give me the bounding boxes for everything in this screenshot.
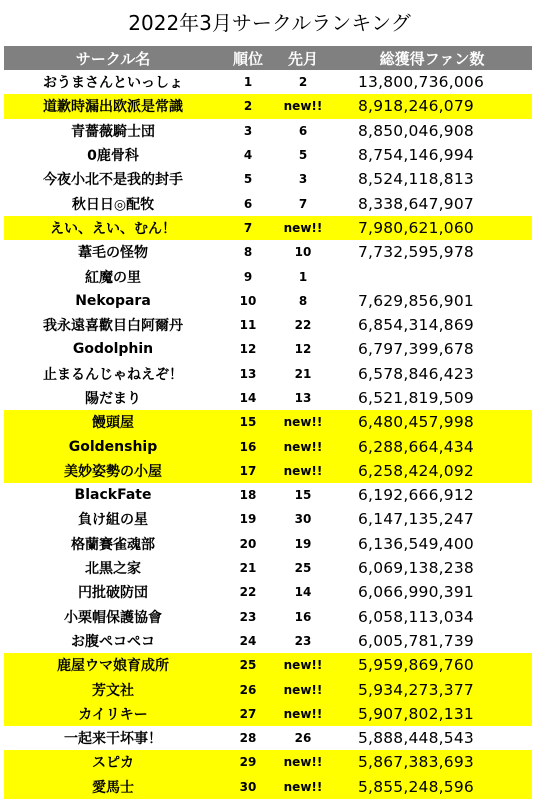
previous-month-cell: 1 [298, 269, 308, 284]
table-row [4, 556, 532, 580]
rank-cell: 14 [239, 391, 257, 405]
rank-cell: 3 [243, 123, 253, 138]
rank-cell: 26 [222, 677, 274, 701]
previous-month-cell: 13 [294, 391, 312, 405]
table-row [4, 677, 532, 701]
total-fans-cell: 6,578,846,423 [358, 364, 474, 383]
table-row [4, 629, 532, 653]
rank-cell: 7 [222, 216, 274, 240]
previous-month-cell: new!! [274, 677, 332, 701]
rank-cell: 5 [243, 172, 253, 187]
total-fans-cell: 6,066,990,391 [358, 583, 474, 602]
circle-name-cell: 止まるんじゃねえぞ！ [43, 366, 183, 383]
total-fans-cell: 5,959,869,760 [332, 653, 532, 677]
circle-name-cell: 芳文社 [4, 677, 222, 701]
circle-name-cell: 青薔薇騎士団 [71, 123, 155, 140]
rank-cell: 25 [222, 653, 274, 677]
previous-month-cell: 6 [298, 123, 308, 138]
table-row [4, 386, 532, 410]
previous-month-cell: 10 [294, 245, 312, 260]
previous-month-cell: 21 [294, 366, 312, 381]
table-row [4, 702, 532, 726]
total-fans-cell: 6,797,399,678 [358, 340, 474, 359]
previous-month-cell: 12 [294, 342, 312, 357]
previous-month-cell: 14 [294, 585, 312, 600]
rank-cell: 22 [239, 585, 257, 600]
table-row [4, 726, 532, 750]
table-row [4, 434, 532, 458]
circle-name-cell: BlackFate [74, 487, 152, 504]
table-row [4, 410, 532, 434]
total-fans-cell: 8,850,046,908 [358, 121, 474, 140]
circle-name-cell: Nekopara [75, 292, 151, 309]
table-row [4, 483, 532, 507]
previous-month-cell: 3 [298, 172, 308, 187]
previous-month-cell: new!! [274, 653, 332, 677]
circle-ranking-table [4, 46, 532, 799]
circle-name-cell: 紅魔の里 [85, 269, 141, 286]
total-fans-cell: 7,732,595,978 [358, 243, 474, 262]
previous-month-cell: 15 [294, 488, 312, 503]
total-fans-cell: 6,136,549,400 [358, 534, 474, 553]
circle-name-cell: 鹿屋ウマ娘育成所 [4, 653, 222, 677]
rank-cell: 23 [239, 609, 257, 624]
table-row [4, 264, 532, 288]
table-row [4, 507, 532, 531]
circle-name-cell: 格蘭賽雀魂部 [71, 536, 155, 553]
circle-name-cell: Goldenship [4, 434, 222, 458]
previous-month-cell: 2 [298, 75, 308, 90]
previous-month-cell: new!! [274, 216, 332, 240]
rank-cell: 21 [239, 561, 257, 576]
previous-month-cell: 22 [294, 318, 312, 333]
circle-name-cell: 陽だまり [85, 391, 141, 407]
total-fans-cell: 7,980,621,060 [332, 216, 532, 240]
rank-cell: 2 [222, 94, 274, 118]
table-row [4, 337, 532, 361]
circle-name-cell: おうまさんといっしょ [43, 75, 183, 92]
table-row [4, 532, 532, 556]
circle-name-cell: 円批破防団 [78, 585, 148, 602]
table-row [4, 289, 532, 313]
total-fans-cell: 8,918,246,079 [332, 94, 532, 118]
total-fans-cell: 8,754,146,994 [358, 146, 474, 165]
previous-month-cell: new!! [274, 94, 332, 118]
rank-cell: 27 [222, 702, 274, 726]
rank-cell: 19 [239, 512, 257, 527]
previous-month-cell: new!! [274, 434, 332, 458]
page-title: 2022年3月サークルランキング [128, 11, 411, 35]
table-row [4, 119, 532, 143]
total-fans-cell: 8,338,647,907 [358, 194, 474, 213]
circle-name-cell: 負け組の星 [78, 512, 148, 529]
header-total-fans: 総獲得ファン数 [332, 46, 532, 70]
previous-month-cell: 5 [298, 148, 308, 163]
header-rank: 順位 [222, 46, 274, 70]
circle-name-cell: 愛馬士 [4, 775, 222, 799]
previous-month-cell: new!! [274, 702, 332, 726]
table-row [4, 775, 532, 799]
total-fans-cell: 5,867,383,693 [332, 750, 532, 774]
previous-month-cell: 16 [294, 609, 312, 624]
circle-name-cell: 饅頭屋 [4, 410, 222, 434]
rank-cell: 1 [243, 75, 253, 90]
rank-cell: 10 [239, 293, 257, 308]
total-fans-cell: 5,855,248,596 [332, 775, 532, 799]
header-previous-month: 先月 [274, 46, 332, 70]
table-row [4, 653, 532, 677]
table-row [4, 191, 532, 215]
rank-cell: 13 [239, 366, 257, 381]
table-header-row [4, 46, 532, 70]
table-row [4, 313, 532, 337]
table-row [4, 143, 532, 167]
total-fans-cell [332, 264, 532, 288]
total-fans-cell: 6,480,457,998 [332, 410, 532, 434]
total-fans-cell: 6,192,666,912 [358, 486, 474, 505]
circle-name-cell: 秋日日◎配牧 [71, 196, 155, 213]
total-fans-cell: 5,907,802,131 [332, 702, 532, 726]
rank-cell: 18 [239, 488, 257, 503]
previous-month-cell: 23 [294, 633, 312, 648]
circle-name-cell: 我永遠喜歡目白阿爾丹 [43, 318, 183, 335]
table-row [4, 459, 532, 483]
circle-name-cell: お腹ペコペコ [71, 633, 155, 650]
previous-month-cell: 26 [294, 731, 312, 746]
previous-month-cell: new!! [274, 775, 332, 799]
previous-month-cell: new!! [274, 750, 332, 774]
total-fans-cell: 6,288,664,434 [332, 434, 532, 458]
previous-month-cell: new!! [274, 410, 332, 434]
previous-month-cell: 19 [294, 536, 312, 551]
previous-month-cell: 25 [294, 561, 312, 576]
previous-month-cell: 8 [298, 293, 308, 308]
table-row [4, 580, 532, 604]
total-fans-cell: 6,147,135,247 [358, 510, 474, 529]
rank-cell: 15 [222, 410, 274, 434]
circle-name-cell: 美妙姿勢の小屋 [4, 459, 222, 483]
rank-cell: 12 [239, 342, 257, 357]
circle-name-cell: 小栗帽保護協會 [64, 609, 162, 626]
total-fans-cell: 6,521,819,509 [358, 389, 474, 407]
circle-name-cell: 今夜小北不是我的封手 [43, 172, 183, 189]
table-row [4, 167, 532, 191]
total-fans-cell: 6,005,781,739 [358, 631, 474, 650]
rank-cell: 9 [243, 269, 253, 284]
rank-cell: 16 [222, 434, 274, 458]
total-fans-cell: 6,058,113,034 [358, 607, 474, 626]
circle-name-cell: Godolphin [72, 341, 154, 358]
table-row [4, 94, 532, 118]
rank-cell: 30 [222, 775, 274, 799]
circle-name-cell: 葦毛の怪物 [78, 245, 148, 262]
table-row [4, 70, 532, 94]
circle-name-cell: 北黒之家 [85, 561, 141, 578]
table-row [4, 362, 532, 386]
rank-cell: 24 [239, 633, 257, 648]
rank-cell: 28 [239, 731, 257, 746]
circle-name-cell: 0鹿骨科 [87, 148, 139, 165]
previous-month-cell: 30 [294, 512, 312, 527]
table-body [4, 70, 532, 799]
table-row [4, 750, 532, 774]
previous-month-cell: new!! [274, 459, 332, 483]
header-circle-name: サークル名 [4, 46, 222, 70]
rank-cell: 6 [243, 196, 253, 211]
table-row [4, 605, 532, 629]
total-fans-cell: 7,629,856,901 [358, 291, 474, 310]
rank-cell: 8 [243, 245, 253, 260]
total-fans-cell: 5,888,448,543 [358, 729, 474, 748]
total-fans-cell: 8,524,118,813 [358, 170, 474, 189]
previous-month-cell: 7 [298, 196, 308, 211]
rank-cell: 20 [239, 536, 257, 551]
circle-name-cell: スピカ [4, 750, 222, 774]
total-fans-cell: 5,934,273,377 [332, 677, 532, 701]
circle-name-cell: 一起来干坏事！ [64, 731, 162, 748]
total-fans-cell: 6,854,314,869 [358, 316, 474, 335]
rank-cell: 29 [222, 750, 274, 774]
table-row [4, 216, 532, 240]
circle-name-cell: えい、えい、むん！ [4, 216, 222, 240]
total-fans-cell: 6,069,138,238 [358, 559, 474, 578]
rank-cell: 11 [239, 318, 257, 333]
total-fans-cell: 6,258,424,092 [332, 459, 532, 483]
table-row [4, 240, 532, 264]
rank-cell: 17 [222, 459, 274, 483]
rank-cell: 4 [243, 148, 253, 163]
total-fans-cell: 13,800,736,006 [358, 73, 485, 92]
circle-name-cell: 道歉時漏出欧派是常識 [4, 94, 222, 118]
circle-name-cell: カイリキー [4, 702, 222, 726]
